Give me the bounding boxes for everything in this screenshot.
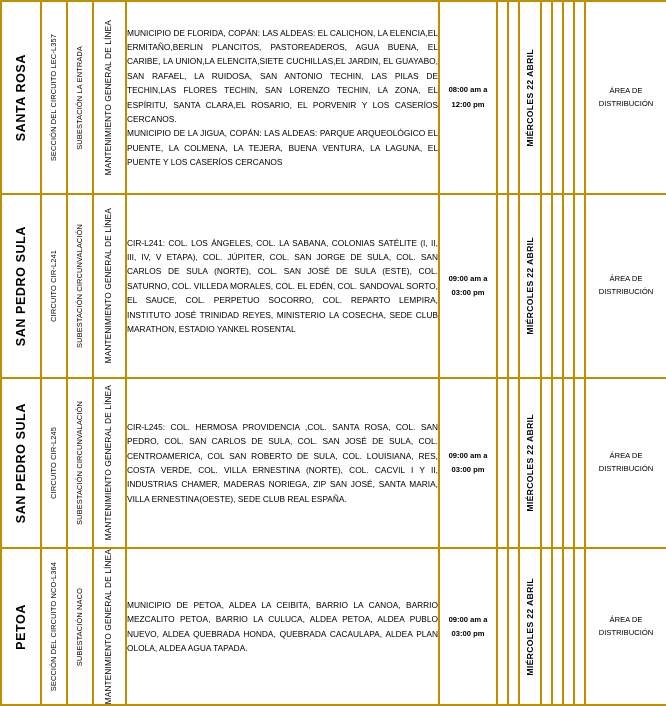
cell-circuit xyxy=(41,1,67,194)
cell-time xyxy=(439,194,497,378)
spacer-cell xyxy=(508,1,519,194)
cell-description xyxy=(126,378,439,548)
substation-label: SUBESTACIÓN CIRCUNVALACIÓN xyxy=(75,224,85,348)
cell-date xyxy=(519,548,541,705)
cell-department xyxy=(1,1,41,194)
cell-area xyxy=(585,1,666,194)
cell-substation xyxy=(67,378,93,548)
department-label: SAN PEDRO SULA xyxy=(13,402,28,524)
circuit-label: SECCIÓN DEL CIRCUITO LEC-L357 xyxy=(49,33,59,162)
spacer-cell xyxy=(563,194,574,378)
cell-work-type xyxy=(93,194,126,378)
description-body xyxy=(127,598,438,655)
spacer-cell xyxy=(552,1,563,194)
area-line-2: DISTRIBUCIÓN xyxy=(598,464,654,473)
cell-circuit xyxy=(41,378,67,548)
cell-date xyxy=(519,194,541,378)
cell-area xyxy=(585,548,666,705)
cell-description xyxy=(126,194,439,378)
spacer-cell xyxy=(552,194,563,378)
cell-department xyxy=(1,548,41,705)
time-end: 03:00 pm xyxy=(451,288,485,297)
time-range xyxy=(440,613,496,641)
department-label: SANTA ROSA xyxy=(13,53,28,142)
cell-time xyxy=(439,378,497,548)
spacer-cell xyxy=(541,194,552,378)
substation-label: SUBESTACIÓN CIRCUNVALACIÓN xyxy=(75,401,85,525)
area-line-1: ÁREA DE xyxy=(609,85,643,95)
time-start: 09:00 am a xyxy=(448,614,488,624)
department-label: PETOA xyxy=(13,603,28,650)
cell-substation xyxy=(67,548,93,705)
cell-department xyxy=(1,378,41,548)
cell-description xyxy=(126,1,439,194)
cell-department xyxy=(1,194,41,378)
spacer-cell xyxy=(574,194,585,378)
substation-label: SUBESTACIÓN NACO xyxy=(75,587,85,666)
date-label: MIÉRCOLES 22 ABRIL xyxy=(524,237,535,335)
circuit-label: CIRCUITO CIR-L245 xyxy=(49,427,59,499)
work-type-label: MANTENIMIENTO GENERAL DE LÍNEA xyxy=(104,208,114,364)
description-paragraph: MUNICIPIO DE FLORIDA, COPÁN: LAS ALDEAS: EL CALICHON, LA ELENCIA,EL ERMITAÑO,BERLIN PLANCITOS, PASTOREADEROS, AGUA BUENA, EL CARIBE, LA UNION,LA ELENCITA,SIETE CUCHILLAS,EL JARDIN, EL GUAYABO, SAN RAFAEL, LA RUIDOSA, SAN ANTONIO TECHIN, LAS PILAS DE TECHIN,LAS FLORES TECHIN, SAN LORENZO TECHIN, LA ZONA, EL ESPÍRITU, SANTA CLARA,EL ROSARIO, EL PORVENIR Y LOS CASERÍOS CERCANOS. xyxy=(127,27,438,124)
cell-area xyxy=(585,194,666,378)
table-body xyxy=(1,1,666,705)
time-end: 12:00 pm xyxy=(451,99,485,109)
spacer-cell xyxy=(563,378,574,548)
description-paragraph: CIR-L241: COL. LOS ÁNGELES, COL. LA SABANA, COLONIAS SATÉLITE (I, II, III, IV, V ETAPA), COL. JÚPITER, COL. SAN JORGE DE SULA, COL. SAN CARLOS DE SULA (NORTE), COL. SAN JOSÉ DE SULA (ESTE), COL. SATURNO, COL. VILLEDA MORALES, COL. EL EDÉN, COL. SANDOVAL SORTO, EL SAUCE, COL. PERPETUO SOCORRO, COL. REPARTO LEMPIRA, INSTITUTO JOSÉ TRINIDAD REYES, MINISTERIO LA COSECHA, SEDE CLUB MARATHON, ESTADIO YANKEL ROSENTAL xyxy=(127,237,438,334)
area-label xyxy=(586,273,666,298)
cell-date xyxy=(519,1,541,194)
date-label: MIÉRCOLES 22 ABRIL xyxy=(524,414,535,512)
spacer-cell xyxy=(497,1,508,194)
spacer-cell xyxy=(552,378,563,548)
spacer-cell xyxy=(541,1,552,194)
table-row xyxy=(1,1,666,194)
area-label xyxy=(586,85,666,110)
cell-date xyxy=(519,378,541,548)
area-line-1: ÁREA DE xyxy=(609,615,643,625)
cell-time xyxy=(439,548,497,705)
area-line-1: ÁREA DE xyxy=(609,451,643,461)
description-body xyxy=(127,26,438,169)
spacer-cell xyxy=(497,548,508,705)
spacer-cell xyxy=(508,194,519,378)
time-end: 03:00 pm xyxy=(451,628,485,638)
spacer-cell xyxy=(563,1,574,194)
cell-work-type xyxy=(93,548,126,705)
date-label: MIÉRCOLES 22 ABRIL xyxy=(524,577,535,676)
area-line-2: DISTRIBUCIÓN xyxy=(598,287,654,296)
spacer-cell xyxy=(563,548,574,705)
substation-label: SUBESTACIÓN LA ENTRADA xyxy=(75,45,85,150)
cell-circuit xyxy=(41,548,67,705)
date-label: MIÉRCOLES 22 ABRIL xyxy=(524,48,535,147)
table-row xyxy=(1,548,666,705)
area-line-2: DISTRIBUCIÓN xyxy=(598,98,654,108)
spacer-cell xyxy=(497,194,508,378)
spacer-cell xyxy=(574,548,585,705)
work-type-label: MANTENIMIENTO GENERAL DE LÍNEA xyxy=(104,549,114,705)
cell-substation xyxy=(67,194,93,378)
time-range xyxy=(440,83,496,111)
circuit-label: CIRCUITO CIR-L241 xyxy=(49,250,59,322)
cell-area xyxy=(585,378,666,548)
description-body xyxy=(127,420,438,506)
time-range xyxy=(440,449,496,477)
spacer-cell xyxy=(508,378,519,548)
cell-work-type xyxy=(93,1,126,194)
cell-substation xyxy=(67,1,93,194)
spacer-cell xyxy=(541,548,552,705)
work-type-label: MANTENIMIENTO GENERAL DE LÍNEA xyxy=(104,385,114,541)
spacer-cell xyxy=(541,378,552,548)
work-type-label: MANTENIMIENTO GENERAL DE LÍNEA xyxy=(104,19,114,176)
time-end: 03:00 pm xyxy=(451,465,485,474)
description-body xyxy=(127,236,438,336)
time-start: 08:00 am a xyxy=(448,85,488,95)
table-row xyxy=(1,194,666,378)
spacer-cell xyxy=(574,1,585,194)
description-paragraph: CIR-L245: COL. HERMOSA PROVIDENCIA ,COL. SANTA ROSA, COL. SAN PEDRO, COL. SAN CARLOS DE SULA, COL. SAN JOSÉ DE SULA, COL. CENTROAMERICA, COL SAN ROBERTO DE SULA, COL. LOUISIANA, RES, COSTA VERDE, COL. VILLA ERNESTINA (NORTE), COL. CACVIL I Y II, INDUSTRIAS CHAMER, MADERAS NORIEGA, ZIP SAN JOSÉ, SANTA MARIA, VILLA ERNESTINA(OESTE), SEDE CLUB REAL ESPAÑA. xyxy=(127,421,438,504)
time-range xyxy=(440,272,496,300)
spacer-cell xyxy=(552,548,563,705)
spacer-cell xyxy=(508,548,519,705)
department-label: SAN PEDRO SULA xyxy=(13,225,28,347)
cell-description xyxy=(126,548,439,705)
cell-work-type xyxy=(93,378,126,548)
table-row xyxy=(1,378,666,548)
cell-time xyxy=(439,1,497,194)
area-line-2: DISTRIBUCIÓN xyxy=(598,627,654,637)
time-start: 09:00 am a xyxy=(448,273,488,283)
description-paragraph: MUNICIPIO DE LA JIGUA, COPÁN: LAS ALDEAS: PARQUE ARQUEOLÓGICO EL PUENTE, LA COLMENA, LA TEJERA, BUENA VENTURA, LA LAGUNA, EL PUENTE Y LOS CASERÍOS CERCANOS xyxy=(127,128,438,167)
area-line-1: ÁREA DE xyxy=(609,274,643,284)
area-label xyxy=(586,450,666,475)
description-paragraph: MUNICIPIO DE PETOA, ALDEA LA CEIBITA, BARRIO LA CANOA, BARRIO MEZCALITO PETOA, BARRIO LA CULUCA, ALDEA PETOA, ALDEA PUBLO NUEVO, ALDEA QUEBRADA HONDA, QUEBRADA CACAULAPA, ALDEA PLAN OLOLA, ALDEA AGUA TAPADA. xyxy=(127,599,438,653)
cell-circuit xyxy=(41,194,67,378)
time-start: 09:00 am a xyxy=(448,450,488,460)
circuit-label: SECCIÓN DEL CIRCUITO NCO-L364 xyxy=(49,562,59,692)
spacer-cell xyxy=(574,378,585,548)
area-label xyxy=(586,614,666,639)
spacer-cell xyxy=(497,378,508,548)
